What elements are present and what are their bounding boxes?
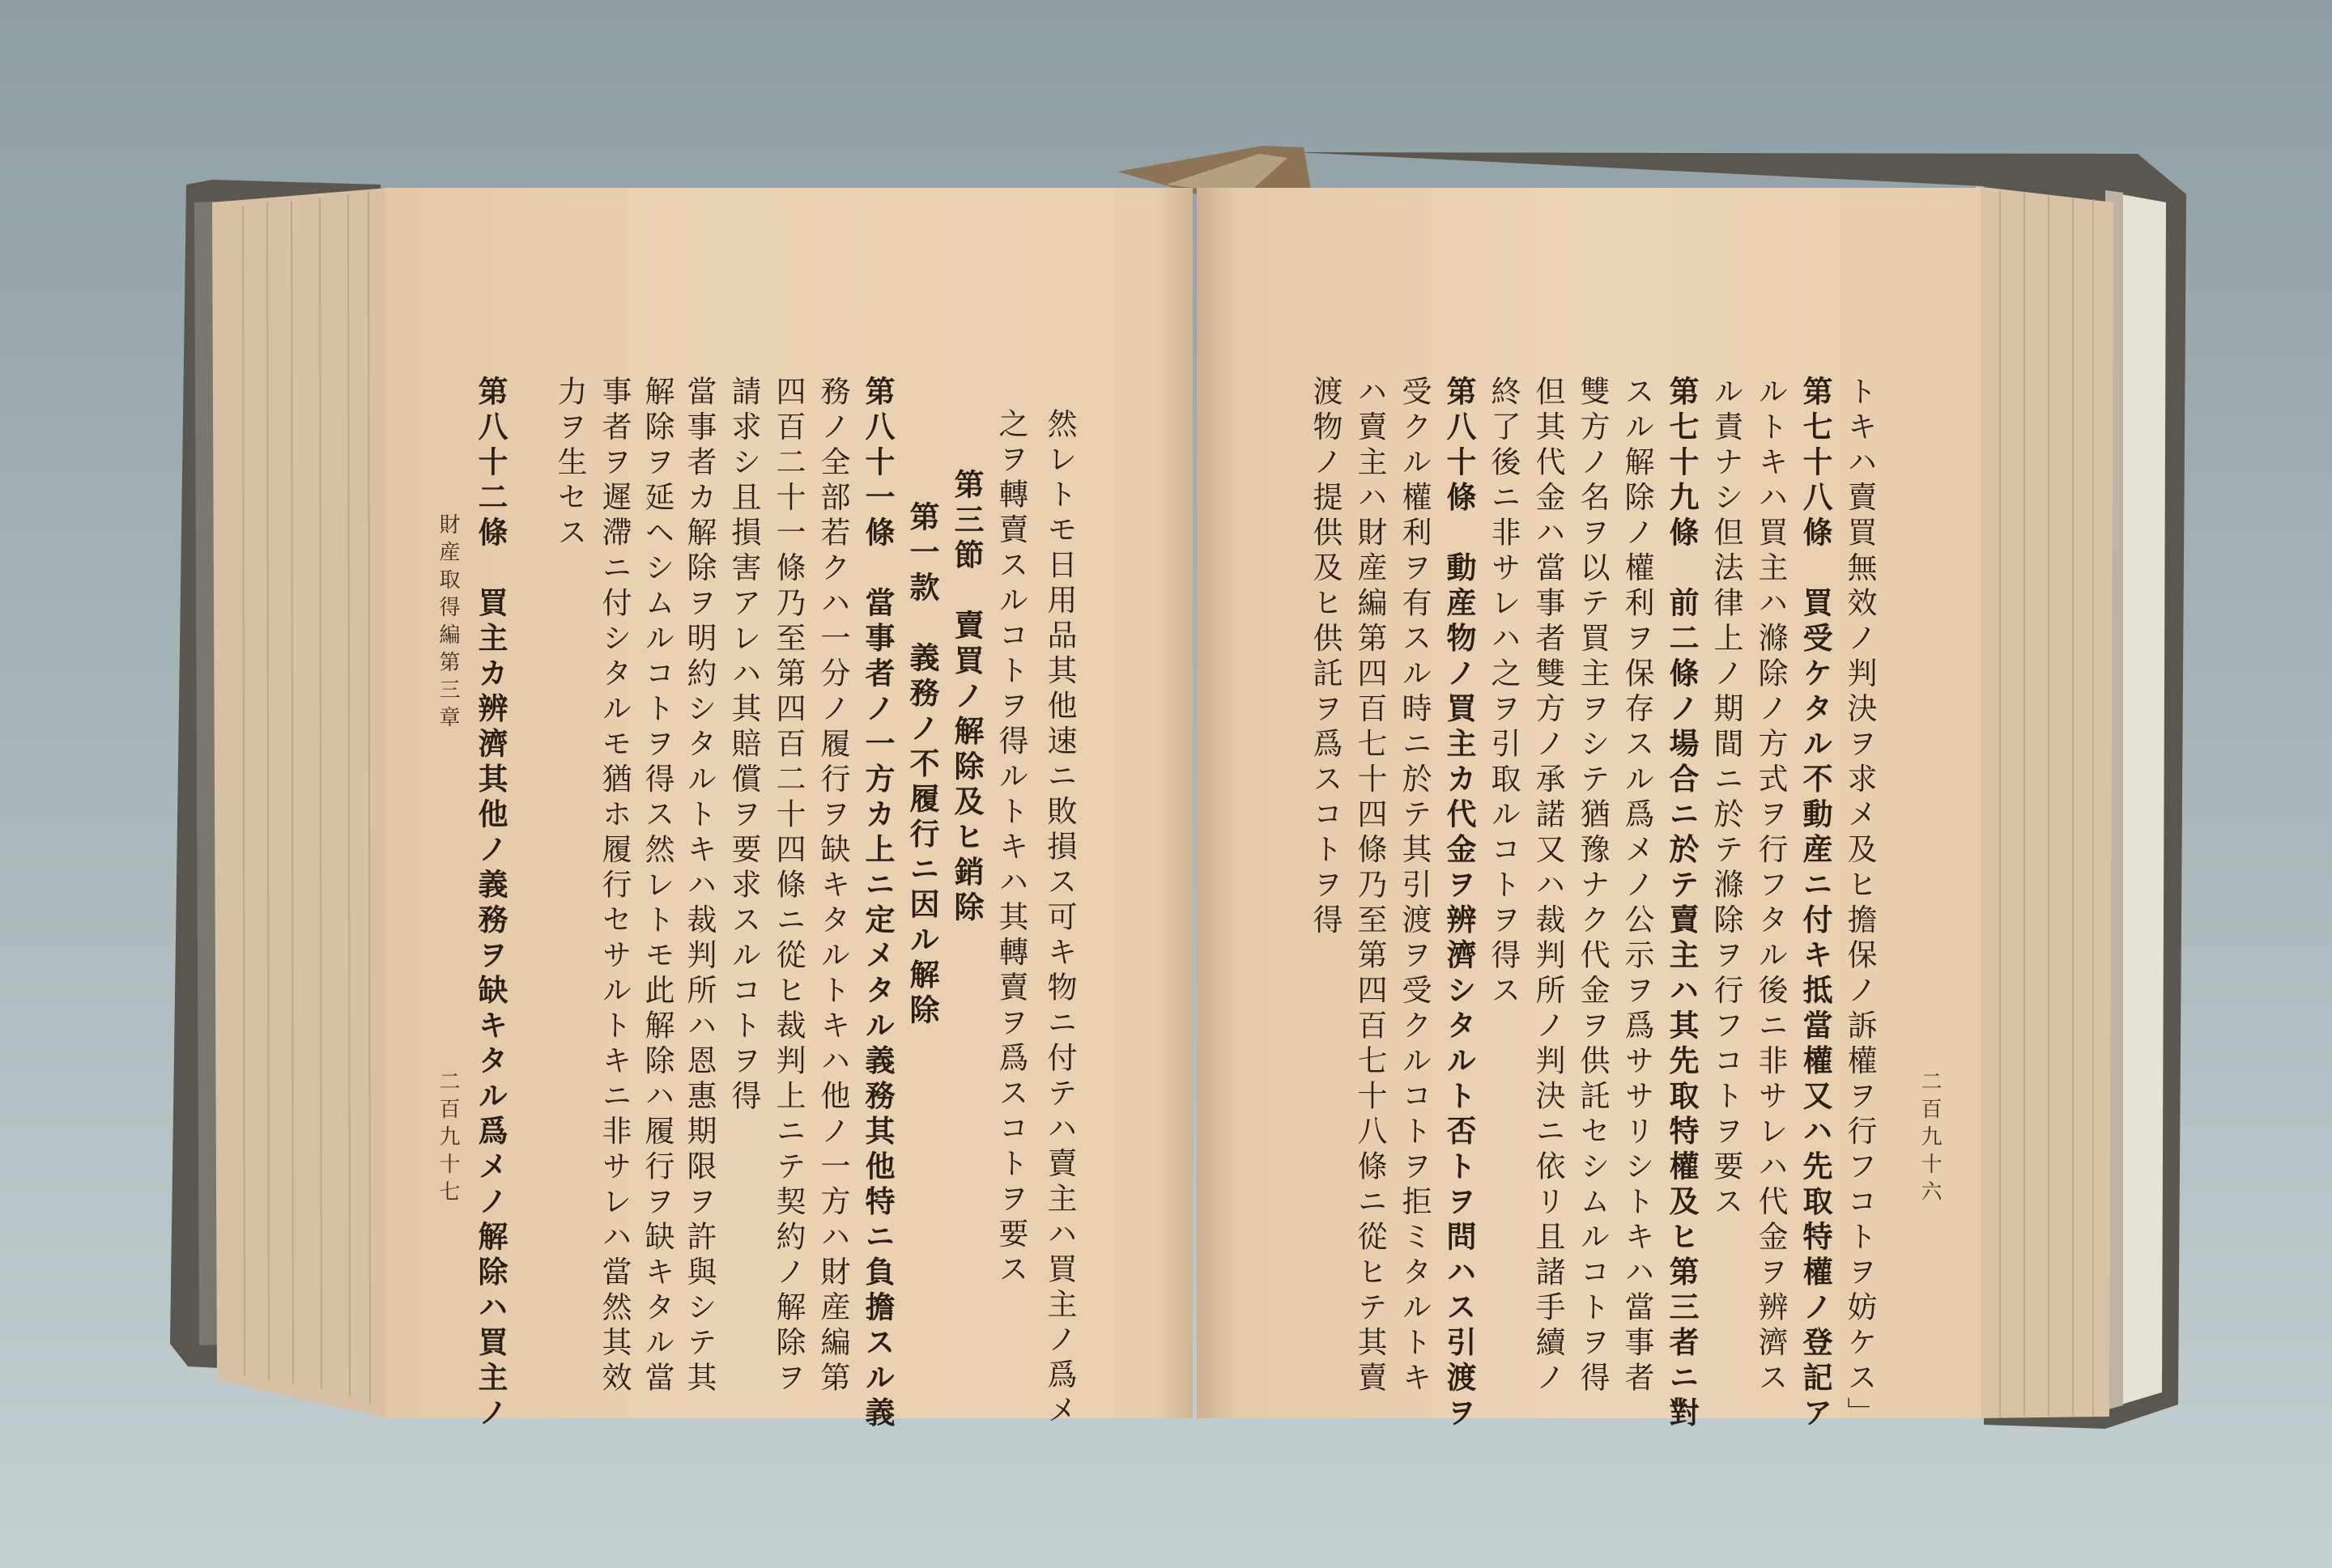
left-line-7: 四百二十一條乃至第四百二十四條ニ從ヒ裁判上ニテ契約ノ解除ヲ — [771, 376, 806, 1397]
right-line-3: ルトキハ買主ハ滌除ノ方式ヲ行フタル後ニ非サレハ代金ヲ辨濟ス — [1753, 376, 1788, 1397]
left-line-2: 之ヲ轉賣スルコトヲ得ルトキハ其轉賣ヲ爲スコトヲ要ス — [994, 408, 1028, 1289]
right-line-9: 終了後ニ非サレハ之ヲ引取ルコトヲ得ス — [1486, 376, 1521, 1009]
right-line-4: ル責ナシ但法律上ノ期間ニ於テ滌除ヲ行フコトヲ要ス — [1709, 376, 1743, 1221]
left-page-edges — [212, 188, 389, 1418]
right-line-10: 第八十條 動産物ノ買主カ代金ヲ辨濟シタルト否トヲ問ハス引渡ヲ — [1441, 376, 1477, 1432]
right-line-1: トキハ賣買無效ノ判決ヲ求メ及ヒ擔保ノ訴權ヲ行フコトヲ妨ケス」 — [1842, 376, 1877, 1432]
right-line-11: 受クル權利ヲ有スル時ニ於テ其引渡ヲ受クルコトヲ拒ミタルトキ — [1397, 376, 1432, 1397]
right-page — [1197, 188, 1981, 1432]
left-line-4: 第一款 義務ノ不履行ニ因ル解除 — [904, 501, 940, 1030]
left-line-13: 第八十二條 買主カ辨濟其他ノ義務ヲ缺キタル爲メノ解除ハ買主ノ — [473, 376, 509, 1432]
left-page-number: 二百九十七 — [436, 1070, 460, 1208]
left-line-3: 第三節 賣買ノ解除及ヒ銷除 — [949, 469, 985, 927]
left-page — [385, 188, 1193, 1432]
left-line-6: 務ノ全部若クハ一分ノ履行ヲ缺キタルトキハ他ノ一方ハ財産編第 — [815, 376, 850, 1397]
left-line-10: 解除ヲ延ヘシムルコトヲ得ス然レトモ此解除ハ履行ヲ缺キタル當 — [640, 376, 674, 1397]
right-line-12: ハ賣主ハ財産編第四百七十四條乃至第四百七十八條ニ從ヒテ其賣 — [1352, 376, 1387, 1397]
left-line-8: 請求シ且損害アレハ其賠償ヲ要求スルコトヲ得 — [726, 376, 761, 1115]
right-line-2: 第七十八條 買受ケタル不動産ニ付キ抵當權又ハ先取特權ノ登記ア — [1798, 376, 1833, 1432]
left-line-9: 當事者カ解除ヲ明約シタルトキハ裁判所ハ恩惠期限ヲ許與シテ其 — [682, 376, 717, 1397]
left-line-11: 事者ヲ遲滯ニ付シタルモ猶ホ履行セサルトキニ非サレハ當然其效 — [597, 376, 632, 1397]
running-head: 財産取得編第三章 — [436, 513, 460, 733]
left-line-12: 力ヲ生セス — [552, 376, 587, 552]
right-page-number: 二百九十六 — [1917, 1070, 1942, 1208]
right-line-8: 但其代金ハ當事者雙方ノ承諾又ハ裁判所ノ判決ニ依リ且諸手續ノ — [1530, 376, 1565, 1397]
right-line-7: 雙方ノ名ヲ以テ買主ヲシテ猶豫ナク代金ヲ供託セシムルコトヲ得 — [1575, 376, 1610, 1397]
left-line-1: 然レトモ日用品其他速ニ敗損ス可キ物ニ付テハ賣主ハ買主ノ爲メ — [1042, 408, 1077, 1430]
right-line-6: スル解除ノ權利ヲ保存スル爲メノ公示ヲ爲ササリシトキハ當事者 — [1619, 376, 1654, 1397]
left-line-5: 第八十一條 當事者ノ一方カ上ニ定メタル義務其他特ニ負擔スル義 — [860, 376, 896, 1432]
right-line-5: 第七十九條 前二條ノ場合ニ於テ賣主ハ其先取特權及ヒ第三者ニ對 — [1664, 376, 1700, 1432]
right-line-13: 渡物ノ提供及ヒ供託ヲ爲スコトヲ得 — [1308, 376, 1343, 939]
